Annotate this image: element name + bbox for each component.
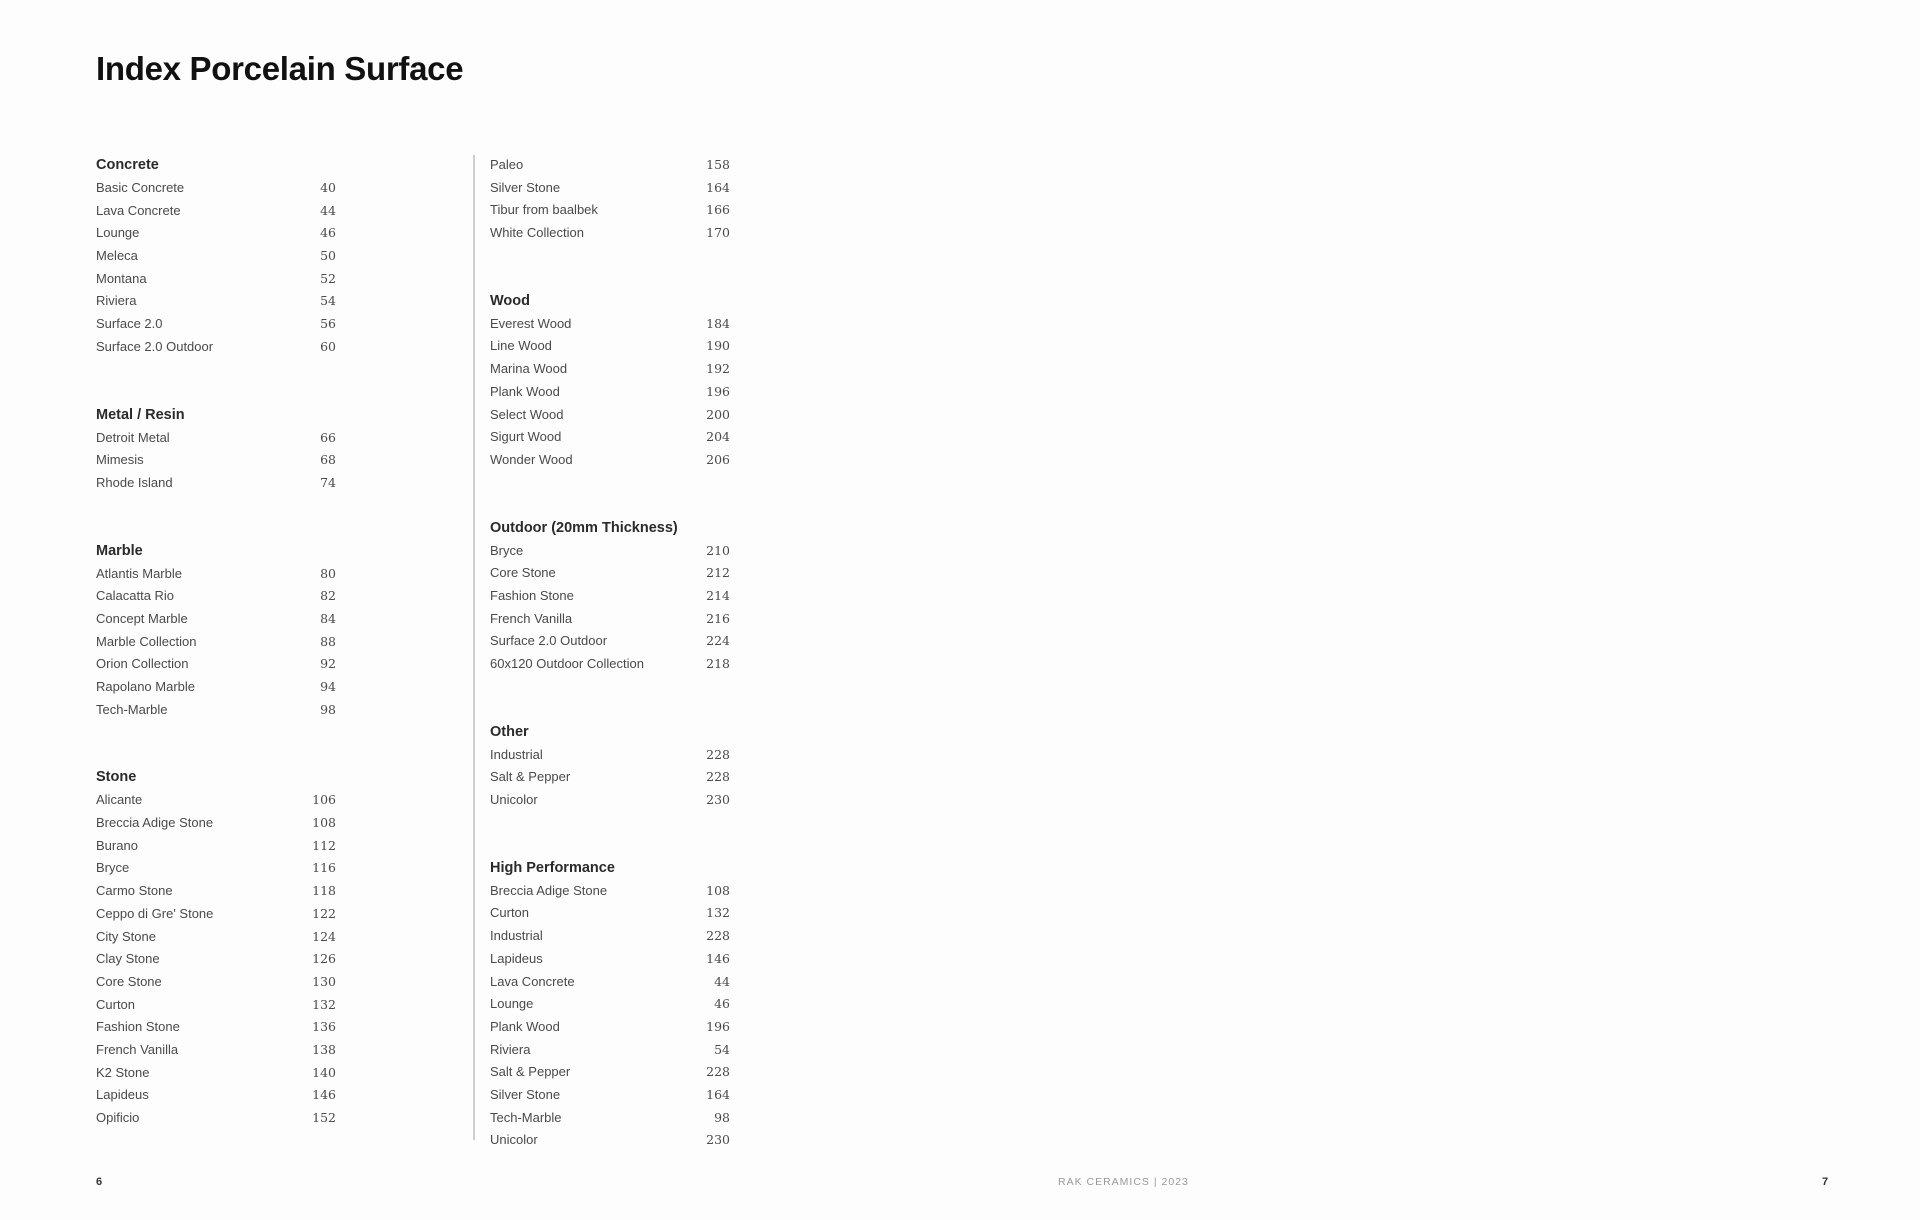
entry-name: Breccia Adige Stone: [96, 815, 214, 831]
entry-page-number: 130: [312, 973, 336, 989]
entry-name: Sigurt Wood: [490, 429, 562, 445]
entry-page-number: 82: [320, 588, 336, 604]
index-entry: [96, 631, 336, 654]
entry-page-number: 124: [312, 928, 336, 944]
entry-page-number: 166: [706, 202, 730, 218]
index-entry: [96, 245, 336, 268]
entry-page-number: 60: [320, 338, 336, 354]
entry-name: City Stone: [96, 928, 156, 944]
index-entry: [96, 676, 336, 699]
entry-page-number: 46: [714, 996, 730, 1012]
entry-name: Industrial: [490, 746, 543, 762]
index-entry: [96, 812, 336, 835]
index-entry: [96, 1016, 336, 1039]
entry-name: Atlantis Marble: [96, 565, 182, 581]
index-entry: [490, 789, 730, 812]
index-entry: [490, 971, 730, 994]
entry-page-number: 190: [706, 338, 730, 354]
entry-page-number: 46: [320, 225, 336, 241]
entry-page-number: 74: [320, 474, 336, 490]
index-entry: [96, 563, 336, 586]
index-entry: [490, 177, 730, 200]
index-entry: [96, 472, 336, 495]
entry-name: Breccia Adige Stone: [490, 882, 608, 898]
entry-name: Clay Stone: [96, 951, 160, 967]
index-entry: [96, 336, 336, 359]
entry-name: Unicolor: [490, 792, 538, 808]
entry-name: Lounge: [96, 225, 140, 241]
entry-name: K2 Stone: [96, 1064, 150, 1080]
entry-page-number: 92: [320, 656, 336, 672]
section-heading: High Performance: [490, 859, 615, 876]
entry-name: White Collection: [490, 225, 584, 241]
index-entry: [96, 789, 336, 812]
index-entry: [490, 766, 730, 789]
entry-page-number: 132: [706, 905, 730, 921]
index-entry: [96, 222, 336, 245]
entry-page-number: 138: [312, 1041, 336, 1057]
entry-page-number: 228: [706, 746, 730, 762]
entry-page-number: 54: [320, 293, 336, 309]
entry-page-number: 228: [706, 769, 730, 785]
entry-name: Orion Collection: [96, 656, 189, 672]
index-entry: [96, 948, 336, 971]
index-entry: [96, 449, 336, 472]
entry-page-number: 230: [706, 1132, 730, 1148]
entry-name: Basic Concrete: [96, 180, 185, 195]
index-entry: [96, 971, 336, 994]
entry-page-number: 164: [706, 1086, 730, 1102]
entry-name: Tech-Marble: [96, 701, 168, 717]
entry-page-number: 212: [706, 565, 730, 581]
footer-page-number-left: 6: [96, 1176, 103, 1188]
entry-name: Carmo Stone: [96, 883, 173, 899]
footer-brand-text: RAK CERAMICS | 2023: [1058, 1176, 1189, 1188]
entry-name: Paleo: [490, 157, 524, 172]
entry-name: Marina Wood: [490, 361, 568, 377]
index-section: [96, 404, 336, 495]
entry-name: Opificio: [96, 1110, 140, 1125]
index-entry: [490, 1016, 730, 1039]
entry-name: Ceppo di Gre' Stone: [96, 905, 214, 921]
entry-page-number: 146: [706, 950, 730, 966]
entry-name: Bryce: [490, 542, 524, 558]
entry-name: Riviera: [490, 1041, 531, 1057]
entry-name: Bryce: [96, 860, 130, 876]
index-entry: [490, 1039, 730, 1062]
section-heading: Wood: [490, 292, 530, 309]
entry-page-number: 88: [320, 633, 336, 649]
index-entry: [96, 200, 336, 223]
entry-page-number: 196: [706, 1018, 730, 1034]
index-entry: [96, 857, 336, 880]
index-entry: [490, 358, 730, 381]
index-column-left: [96, 154, 336, 1175]
index-entry: [490, 948, 730, 971]
entry-page-number: 54: [714, 1041, 730, 1057]
entry-name: Concept Marble: [96, 610, 188, 626]
entry-name: Salt & Pepper: [490, 1064, 571, 1080]
entry-page-number: 228: [706, 928, 730, 944]
index-entry: [490, 925, 730, 948]
index-entry: [490, 381, 730, 404]
index-entry: [490, 313, 730, 336]
index-entry: [96, 699, 336, 722]
index-entry: [490, 585, 730, 608]
entry-page-number: 98: [320, 701, 336, 717]
index-entry: [96, 835, 336, 858]
entry-name: Everest Wood: [490, 315, 572, 331]
index-entry: [96, 994, 336, 1017]
entry-name: Tibur from baalbek: [490, 202, 598, 218]
index-entry: [490, 744, 730, 767]
entry-page-number: 164: [706, 179, 730, 195]
entry-name: Riviera: [96, 293, 137, 309]
index-section: [96, 540, 336, 722]
entry-page-number: 216: [706, 610, 730, 626]
index-section: [490, 721, 730, 812]
index-entry: [490, 1129, 730, 1152]
entry-name: Select Wood: [490, 406, 564, 422]
index-entry: [96, 653, 336, 676]
entry-page-number: 118: [312, 883, 336, 899]
column-divider: [473, 155, 475, 1140]
entry-name: Lapideus: [96, 1087, 149, 1103]
footer-page-number-right: 7: [1822, 1176, 1829, 1188]
section-heading: Marble: [96, 542, 143, 559]
index-entry: [490, 993, 730, 1016]
index-entry: [96, 608, 336, 631]
section-heading: Stone: [96, 769, 137, 786]
index-section: [490, 154, 730, 245]
entry-name: Surface 2.0 Outdoor: [490, 633, 608, 649]
entry-page-number: 52: [320, 270, 336, 286]
index-entry: [96, 290, 336, 313]
index-entry: [490, 880, 730, 903]
entry-page-number: 84: [320, 610, 336, 626]
entry-page-number: 126: [312, 951, 336, 967]
section-heading: Outdoor (20mm Thickness): [490, 519, 678, 536]
entry-name: Mimesis: [96, 452, 144, 468]
index-entry: [490, 1084, 730, 1107]
index-entry: [96, 926, 336, 949]
index-section: [490, 517, 730, 676]
entry-page-number: 192: [706, 361, 730, 377]
index-entry: [96, 268, 336, 291]
entry-name: 60x120 Outdoor Collection: [490, 656, 644, 671]
entry-page-number: 66: [320, 429, 336, 445]
entry-name: Industrial: [490, 928, 543, 944]
entry-name: Fashion Stone: [96, 1019, 180, 1035]
entry-name: Core Stone: [96, 973, 162, 989]
entry-page-number: 68: [320, 452, 336, 468]
index-entry: [490, 335, 730, 358]
index-entry: [96, 880, 336, 903]
index-section: [96, 154, 336, 359]
entry-page-number: 152: [312, 1110, 336, 1125]
section-heading: Metal / Resin: [96, 406, 185, 423]
entry-name: Core Stone: [490, 565, 556, 581]
entry-page-number: 50: [320, 248, 336, 264]
index-entry: [96, 1084, 336, 1107]
entry-page-number: 106: [312, 792, 336, 808]
page-title: Index Porcelain Surface: [96, 50, 464, 87]
entry-page-number: 146: [312, 1087, 336, 1103]
entry-page-number: 228: [706, 1064, 730, 1080]
entry-name: Calacatta Rio: [96, 588, 175, 604]
index-entry: [490, 608, 730, 631]
index-section: [490, 857, 730, 1152]
entry-page-number: 200: [706, 406, 730, 422]
entry-page-number: 158: [706, 157, 730, 172]
entry-name: Montana: [96, 270, 147, 286]
index-entry: [490, 1107, 730, 1130]
index-entry: [490, 540, 730, 563]
entry-name: Curton: [490, 905, 530, 921]
index-section: [490, 290, 730, 472]
index-section: [96, 766, 336, 1129]
entry-name: Surface 2.0 Outdoor: [96, 338, 214, 354]
index-entry: [96, 427, 336, 450]
entry-page-number: 206: [706, 451, 730, 467]
entry-name: Rhode Island: [96, 474, 173, 490]
entry-page-number: 122: [312, 905, 336, 921]
index-entry: [96, 313, 336, 336]
entry-page-number: 214: [706, 587, 730, 603]
index-entry: [96, 1107, 336, 1130]
entry-name: Marble Collection: [96, 633, 197, 649]
entry-page-number: 44: [320, 202, 336, 218]
entry-name: Lava Concrete: [96, 202, 181, 218]
index-entry: [490, 902, 730, 925]
section-heading: Other: [490, 723, 529, 740]
index-entry: [490, 449, 730, 472]
entry-page-number: 44: [714, 973, 730, 989]
entry-page-number: 108: [312, 815, 336, 831]
entry-name: Curton: [96, 996, 136, 1012]
index-entry: [490, 404, 730, 427]
entry-page-number: 132: [312, 996, 336, 1012]
index-entry: [490, 222, 730, 245]
entry-name: Plank Wood: [490, 383, 560, 399]
entry-page-number: 108: [706, 882, 730, 898]
entry-name: Lava Concrete: [490, 973, 575, 989]
entry-name: Silver Stone: [490, 179, 561, 195]
entry-page-number: 196: [706, 383, 730, 399]
entry-page-number: 170: [706, 225, 730, 241]
entry-name: Unicolor: [490, 1132, 538, 1148]
entry-name: Lapideus: [490, 950, 543, 966]
entry-page-number: 210: [706, 542, 730, 558]
entry-page-number: 94: [320, 679, 336, 694]
index-entry: [490, 1061, 730, 1084]
entry-name: Tech-Marble: [490, 1109, 562, 1125]
index-column-right: [490, 154, 730, 1197]
entry-name: Plank Wood: [490, 1018, 560, 1034]
index-entry: [490, 653, 730, 676]
entry-name: Alicante: [96, 792, 143, 808]
index-entry: [490, 426, 730, 449]
entry-page-number: 140: [312, 1064, 336, 1080]
entry-name: Salt & Pepper: [490, 769, 571, 785]
entry-name: French Vanilla: [96, 1041, 179, 1057]
index-entry: [96, 177, 336, 200]
entry-page-number: 136: [312, 1019, 336, 1035]
entry-page-number: 230: [706, 792, 730, 808]
entry-page-number: 40: [320, 180, 336, 195]
entry-name: Line Wood: [490, 338, 552, 354]
entry-page-number: 184: [706, 315, 730, 331]
index-entry: [96, 585, 336, 608]
entry-name: French Vanilla: [490, 610, 573, 626]
entry-page-number: 112: [312, 837, 336, 853]
index-entry: [490, 199, 730, 222]
entry-name: Rapolano Marble: [96, 679, 196, 694]
entry-name: Detroit Metal: [96, 429, 170, 445]
entry-name: Burano: [96, 837, 138, 853]
index-entry: [96, 903, 336, 926]
index-entry: [490, 154, 730, 177]
entry-page-number: 56: [320, 316, 336, 332]
entry-name: Meleca: [96, 248, 138, 264]
index-entry: [490, 562, 730, 585]
entry-page-number: 98: [714, 1109, 730, 1125]
entry-name: Lounge: [490, 996, 534, 1012]
index-entry: [490, 630, 730, 653]
entry-name: Surface 2.0: [96, 316, 163, 332]
entry-name: Wonder Wood: [490, 451, 573, 467]
index-entry: [96, 1062, 336, 1085]
entry-name: Fashion Stone: [490, 587, 574, 603]
entry-page-number: 80: [320, 565, 336, 581]
entry-page-number: 224: [706, 633, 730, 649]
entry-page-number: 204: [706, 429, 730, 445]
section-heading: Concrete: [96, 157, 159, 173]
entry-page-number: 218: [706, 656, 730, 671]
entry-name: Silver Stone: [490, 1086, 561, 1102]
index-entry: [96, 1039, 336, 1062]
entry-page-number: 116: [312, 860, 336, 876]
